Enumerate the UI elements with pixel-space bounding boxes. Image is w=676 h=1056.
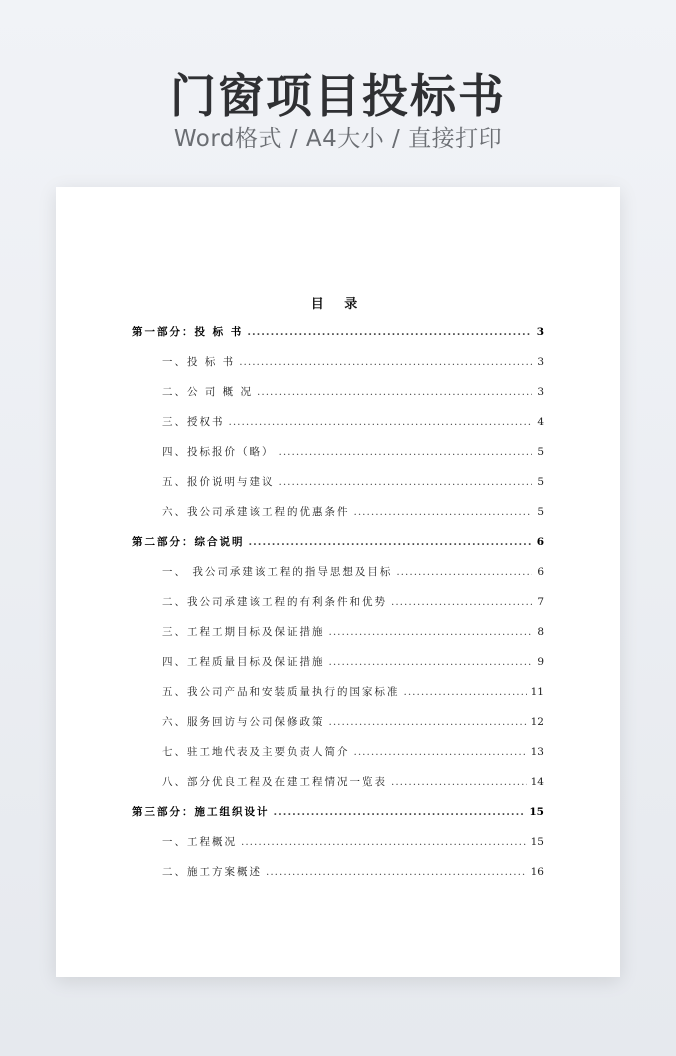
toc-item-row bbox=[132, 504, 544, 534]
toc-item-row bbox=[132, 684, 544, 714]
toc-item-row bbox=[132, 354, 544, 384]
toc-page-number: 8 bbox=[537, 626, 544, 638]
toc-page-number: 5 bbox=[537, 446, 544, 458]
toc-dot-leader bbox=[241, 836, 527, 848]
toc-part-row bbox=[132, 534, 544, 564]
toc-item-row bbox=[132, 594, 544, 624]
toc-heading: 目 录 bbox=[310, 297, 366, 312]
toc-entry-label: 一、工程概况 bbox=[162, 836, 237, 848]
toc-entry-label: 二、施工方案概述 bbox=[162, 866, 262, 878]
toc-page-number: 14 bbox=[530, 776, 544, 788]
toc-item-row bbox=[132, 834, 544, 864]
toc-page-number: 5 bbox=[537, 476, 544, 488]
toc-dot-leader bbox=[329, 656, 533, 668]
page-title: 门窗项目投标书 bbox=[170, 69, 506, 123]
toc-page-number: 15 bbox=[529, 806, 544, 818]
toc-entry-label: 六、服务回访与公司保修政策 bbox=[162, 716, 325, 728]
toc-item-row bbox=[132, 624, 544, 654]
toc-entry-label: 三、工程工期目标及保证措施 bbox=[162, 626, 325, 638]
toc-page-number: 11 bbox=[530, 686, 544, 698]
toc-page-number: 15 bbox=[530, 836, 544, 848]
toc-dot-leader bbox=[239, 356, 532, 368]
toc-entry-label: 第二部分：综合说明 bbox=[132, 536, 245, 548]
toc-entry-label: 六、我公司承建该工程的优惠条件 bbox=[162, 506, 350, 518]
toc-item-row bbox=[132, 744, 544, 774]
toc-item-row bbox=[132, 444, 544, 474]
toc-item-row bbox=[132, 414, 544, 444]
toc-item-row bbox=[132, 774, 544, 804]
toc-entry-label: 四、投标报价（略） bbox=[162, 446, 275, 458]
toc-page-number: 9 bbox=[537, 656, 544, 668]
toc-entry-label: 一、投 标 书 bbox=[162, 356, 236, 368]
toc-entry-label: 八、部分优良工程及在建工程情况一览表 bbox=[162, 776, 387, 788]
toc-entry-label: 三、授权书 bbox=[162, 416, 225, 428]
toc-page-number: 6 bbox=[536, 536, 544, 548]
toc-entry-label: 第一部分：投 标 书 bbox=[132, 326, 244, 338]
toc-dot-leader bbox=[396, 566, 532, 578]
toc-page-number: 3 bbox=[537, 356, 544, 368]
toc-dot-leader bbox=[249, 536, 533, 548]
toc-dot-leader bbox=[391, 776, 527, 788]
toc-entry-label: 七、驻工地代表及主要负责人简介 bbox=[162, 746, 350, 758]
toc-item-row bbox=[132, 654, 544, 684]
toc-item-row bbox=[132, 564, 544, 594]
toc-item-row bbox=[132, 474, 544, 504]
toc-dot-leader bbox=[266, 866, 527, 878]
toc-dot-leader bbox=[279, 446, 533, 458]
toc-dot-leader bbox=[391, 596, 532, 608]
toc-page-number: 16 bbox=[530, 866, 544, 878]
toc-entry-label: 二、公 司 概 况 bbox=[162, 386, 254, 398]
toc-entry-label: 五、我公司产品和安装质量执行的国家标准 bbox=[162, 686, 400, 698]
toc-dot-leader bbox=[274, 806, 526, 818]
toc-dot-leader bbox=[247, 326, 532, 338]
toc-page-number: 5 bbox=[537, 506, 544, 518]
toc-dot-leader bbox=[229, 416, 533, 428]
toc-item-row bbox=[132, 864, 544, 894]
toc-part-row bbox=[132, 804, 544, 834]
toc-page-number: 4 bbox=[537, 416, 544, 428]
toc-dot-leader bbox=[279, 476, 533, 488]
toc-dot-leader bbox=[354, 506, 533, 518]
toc-page-number: 3 bbox=[536, 326, 544, 338]
toc-entry-label: 第三部分：施工组织设计 bbox=[132, 806, 270, 818]
toc-part-row bbox=[132, 324, 544, 354]
toc-dot-leader bbox=[404, 686, 527, 698]
toc-dot-leader bbox=[329, 626, 533, 638]
toc-item-row bbox=[132, 384, 544, 414]
toc-entry-label: 二、我公司承建该工程的有利条件和优势 bbox=[162, 596, 387, 608]
toc-page-number: 3 bbox=[537, 386, 544, 398]
toc-entry-label: 一、 我公司承建该工程的指导思想及目标 bbox=[162, 566, 393, 578]
toc-dot-leader bbox=[354, 746, 527, 758]
toc-entry-label: 四、工程质量目标及保证措施 bbox=[162, 656, 325, 668]
toc-page-number: 13 bbox=[530, 746, 544, 758]
toc-dot-leader bbox=[257, 386, 532, 398]
page-subtitle: Word格式 / A4大小 / 直接打印 bbox=[173, 126, 503, 152]
toc-item-row bbox=[132, 714, 544, 744]
toc-page-number: 6 bbox=[537, 566, 544, 578]
toc-entry-label: 五、报价说明与建议 bbox=[162, 476, 275, 488]
document-page bbox=[56, 187, 620, 977]
table-of-contents bbox=[132, 324, 544, 894]
toc-page-number: 7 bbox=[537, 596, 544, 608]
toc-dot-leader bbox=[329, 716, 527, 728]
toc-page-number: 12 bbox=[530, 716, 544, 728]
